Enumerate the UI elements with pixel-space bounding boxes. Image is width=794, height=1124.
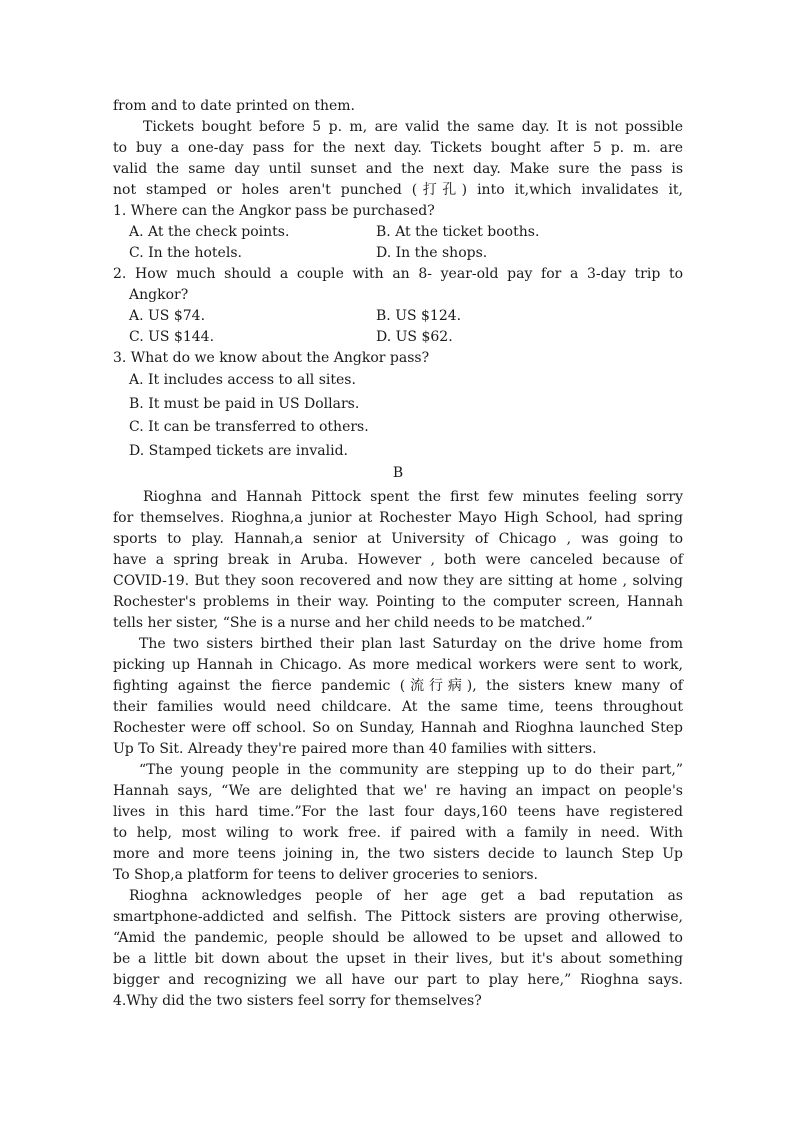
option-b: B. It must be paid in US Dollars. bbox=[129, 395, 360, 412]
passage-b-line: Hannah says, “We are delighted that we' re having an impact on people's bbox=[113, 783, 683, 799]
passage-b-line: picking up Hannah in Chicago. As more medical workers were sent to work, bbox=[113, 657, 683, 673]
question-2-stem: 2. How much should a couple with an 8- year-old pay for a 3-day trip to bbox=[113, 266, 683, 282]
question-1-options-row bbox=[113, 243, 683, 264]
section-b-heading: B bbox=[392, 465, 404, 481]
passage-b-line: their families would need childcare. At the same time, teens throughout bbox=[113, 699, 683, 715]
option-d: D. In the shops. bbox=[376, 245, 488, 261]
option-b: B. At the ticket booths. bbox=[376, 224, 540, 240]
passage-a-line: Tickets bought before 5 p. m, are valid the same day. It is not possible bbox=[143, 119, 683, 135]
passage-b-line: sports to play. Hannah,a senior at University of Chicago , was going to bbox=[113, 531, 683, 547]
option-a: A. At the check points. bbox=[129, 224, 290, 240]
option-a: A. It includes access to all sites. bbox=[129, 372, 356, 388]
passage-b-line: have a spring break in Aruba. However , both were canceled because of bbox=[113, 552, 683, 568]
passage-b-line: To Shop,a platform for teens to deliver groceries to seniors. bbox=[113, 867, 538, 883]
passage-b-line: be a little bit down about the upset in their lives, but it's about something bbox=[113, 951, 683, 967]
question-1-stem: 1. Where can the Angkor pass be purchased? bbox=[113, 203, 435, 219]
option-a: A. US $74. bbox=[129, 308, 206, 324]
option-c: C. It can be transferred to others. bbox=[129, 419, 369, 435]
passage-a-line: not stamped or holes aren't punched (打孔) into it,which invalidates it, bbox=[113, 182, 683, 198]
question-4-stem: 4.Why did the two sisters feel sorry for themselves? bbox=[113, 993, 482, 1009]
passage-a-line: to buy a one-day pass for the next day. Tickets bought after 5 p. m. are bbox=[113, 140, 683, 156]
passage-a-line: from and to date printed on them. bbox=[113, 98, 355, 114]
passage-b-line: more and more teens joining in, the two sisters decide to launch Step Up bbox=[113, 846, 683, 862]
passage-b-line: Up To Sit. Already they're paired more than 40 families with sitters. bbox=[113, 741, 597, 757]
passage-b-line: smartphone-addicted and selfish. The Pittock sisters are proving otherwise, bbox=[113, 909, 683, 925]
document-page bbox=[113, 96, 683, 1012]
question-3-stem: 3. What do we know about the Angkor pass? bbox=[113, 350, 430, 366]
passage-b-line: lives in this hard time.”For the last four days,160 teens have registered bbox=[113, 804, 683, 820]
passage-b-line: “The young people in the community are stepping up to do their part,” bbox=[139, 762, 683, 778]
option-d: D. Stamped tickets are invalid. bbox=[129, 442, 348, 459]
question-1-options-row bbox=[113, 222, 683, 243]
question-2-stem-cont: Angkor? bbox=[129, 287, 189, 303]
passage-b-line: bigger and recognizing we all have our part to play here,” Rioghna says. bbox=[113, 972, 683, 988]
passage-b-line: for themselves. Rioghna,a junior at Rochester Mayo High School, had spring bbox=[113, 510, 683, 526]
passage-b-line: Rioghna and Hannah Pittock spent the first few minutes feeling sorry bbox=[143, 489, 683, 505]
option-c: C. US $144. bbox=[129, 329, 215, 345]
passage-b-line: Rochester were off school. So on Sunday, Hannah and Rioghna launched Step bbox=[113, 720, 683, 736]
passage-b-line: COVID-19. But they soon recovered and now they are sitting at home , solving bbox=[113, 573, 683, 589]
passage-b-line: Rochester's problems in their way. Pointing to the computer screen, Hannah bbox=[113, 594, 683, 610]
passage-b-line: to help, most wiling to work free. if paired with a family in need. With bbox=[113, 825, 683, 841]
option-b: B. US $124. bbox=[376, 308, 462, 324]
passage-a-line: valid the same day until sunset and the next day. Make sure the pass is bbox=[113, 161, 683, 177]
question-2-options-row bbox=[113, 327, 683, 348]
passage-b-line: tells her sister, “She is a nurse and her child needs to be matched.” bbox=[113, 615, 593, 631]
passage-b-line: Rioghna acknowledges people of her age get a bad reputation as bbox=[129, 888, 683, 904]
passage-b-line: “Amid the pandemic, people should be allowed to be upset and allowed to bbox=[113, 930, 683, 946]
passage-b-line: The two sisters birthed their plan last Saturday on the drive home from bbox=[139, 636, 683, 652]
passage-b-line: fighting against the fierce pandemic (流行病), the sisters knew many of bbox=[113, 678, 683, 694]
question-2-options-row bbox=[113, 306, 683, 327]
option-c: C. In the hotels. bbox=[129, 245, 242, 261]
option-d: D. US $62. bbox=[376, 329, 453, 345]
